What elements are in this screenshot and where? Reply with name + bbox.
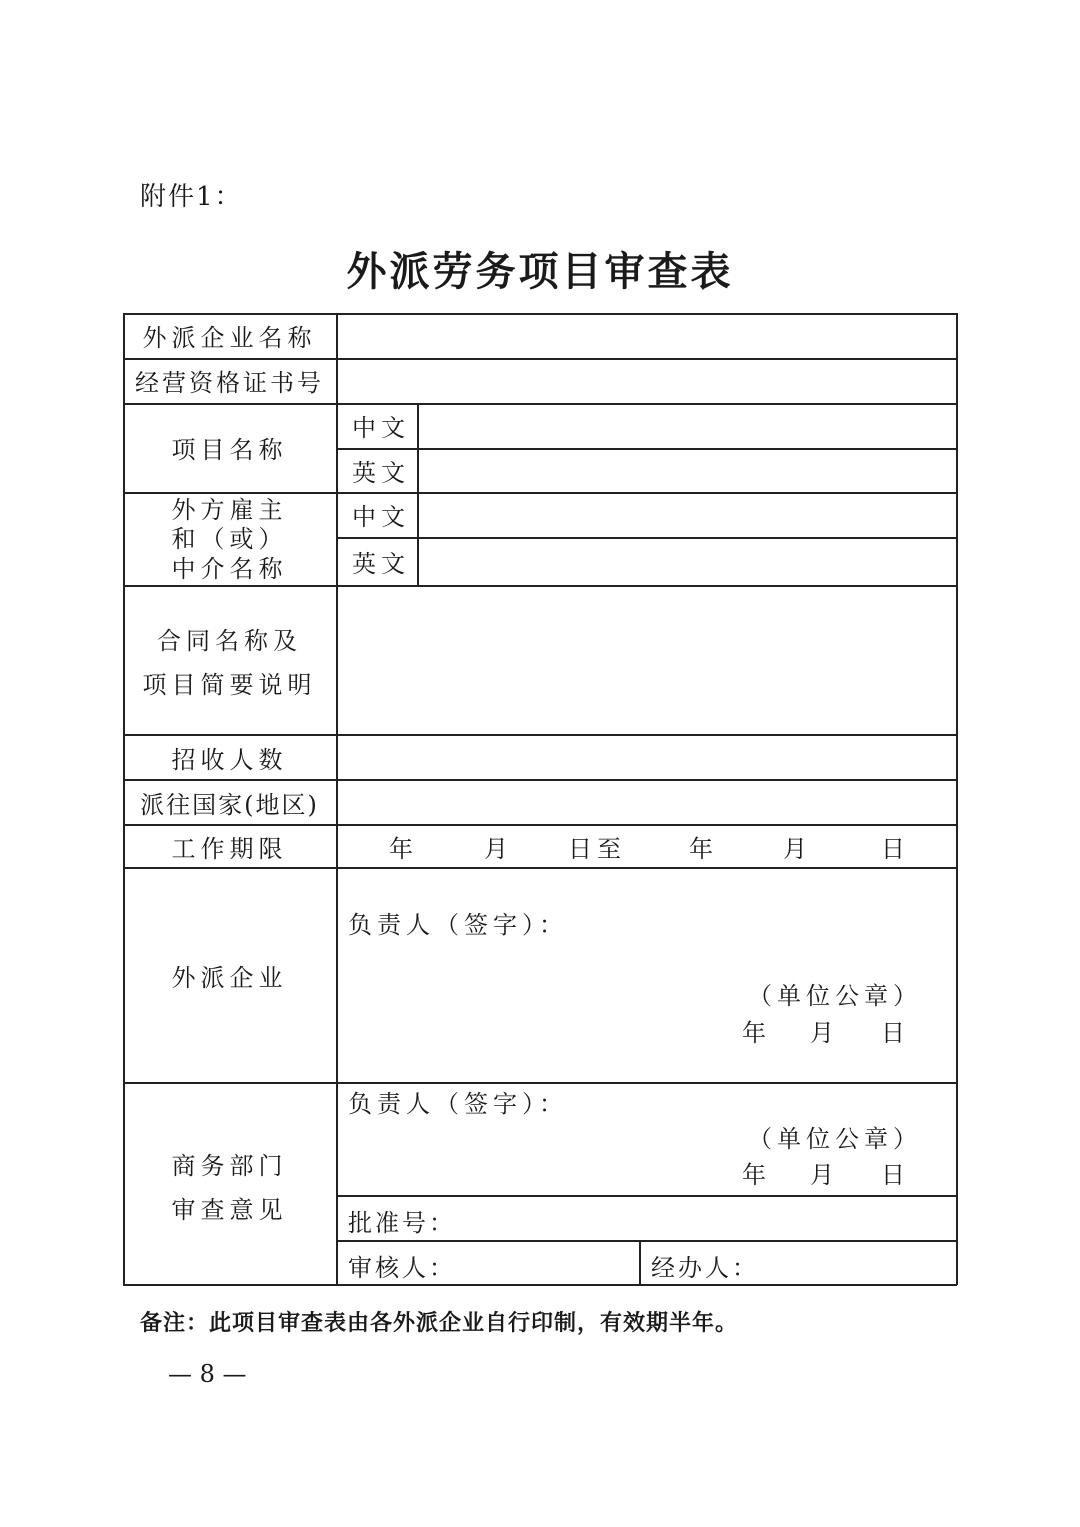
work-period-label: 工作期限 <box>171 835 288 863</box>
recruit-count-label: 招收人数 <box>171 746 288 774</box>
project-name-english-label: 英文 <box>352 459 410 487</box>
project-name-label: 项目名称 <box>171 436 288 464</box>
employer-english-label: 英文 <box>352 550 410 578</box>
commerce-label-line1: 商务部门 <box>171 1152 288 1180</box>
employer-label-line3: 中介名称 <box>171 555 288 583</box>
employer-chinese-label: 中文 <box>352 503 410 531</box>
employer-english-field[interactable] <box>419 539 956 585</box>
commerce-signer-label: 负责人（签字）： <box>348 1090 568 1118</box>
commerce-seal-label: （单位公章） <box>748 1125 922 1153</box>
end-day-label: 日 <box>881 835 910 863</box>
end-month-label: 月 <box>783 835 812 863</box>
destination-label: 派往国家(地区) <box>140 791 319 819</box>
commerce-month-label: 月 <box>810 1161 839 1189</box>
project-name-english-field[interactable] <box>419 450 956 492</box>
employer-chinese-field[interactable] <box>419 494 956 537</box>
company-name-field[interactable] <box>338 315 956 358</box>
commerce-label-line2: 审查意见 <box>171 1196 288 1224</box>
employer-label-line2: 和（或） <box>171 525 288 553</box>
form-title: 外派劳务项目审查表 <box>346 249 734 295</box>
page-number: — 8 — <box>168 1360 247 1388</box>
project-name-chinese-label: 中文 <box>352 414 410 442</box>
end-year-label: 年 <box>689 835 718 863</box>
company-section-label: 外派企业 <box>171 964 288 992</box>
company-name-label: 外派企业名称 <box>142 324 317 352</box>
employer-label-line1: 外方雇主 <box>171 496 288 524</box>
company-signer-label: 负责人（签字）： <box>348 911 568 939</box>
start-month-label: 月 <box>484 835 513 863</box>
handler-label: 经办人： <box>651 1254 759 1282</box>
company-day-label: 日 <box>881 1019 910 1047</box>
commerce-day-label: 日 <box>881 1161 910 1189</box>
approval-number-label: 批准号： <box>348 1209 456 1237</box>
project-name-chinese-field[interactable] <box>419 405 956 448</box>
company-year-label: 年 <box>742 1019 771 1047</box>
reviewer-label: 审核人： <box>348 1254 456 1282</box>
contract-description-field[interactable] <box>338 587 956 734</box>
company-month-label: 月 <box>810 1019 839 1047</box>
footnote: 备注：此项目审查表由各外派企业自行印制，有效期半年。 <box>140 1311 739 1336</box>
start-day-to-label: 日至 <box>568 835 626 863</box>
company-seal-label: （单位公章） <box>748 982 922 1010</box>
license-number-label: 经营资格证书号 <box>135 369 324 397</box>
commerce-year-label: 年 <box>742 1161 771 1189</box>
license-number-field[interactable] <box>338 360 956 403</box>
attachment-label: 附件1： <box>140 182 243 212</box>
recruit-count-field[interactable] <box>338 736 956 779</box>
destination-field[interactable] <box>338 781 956 824</box>
start-year-label: 年 <box>389 835 418 863</box>
contract-label-line2: 项目简要说明 <box>142 671 317 699</box>
contract-label-line1: 合同名称及 <box>157 627 302 655</box>
